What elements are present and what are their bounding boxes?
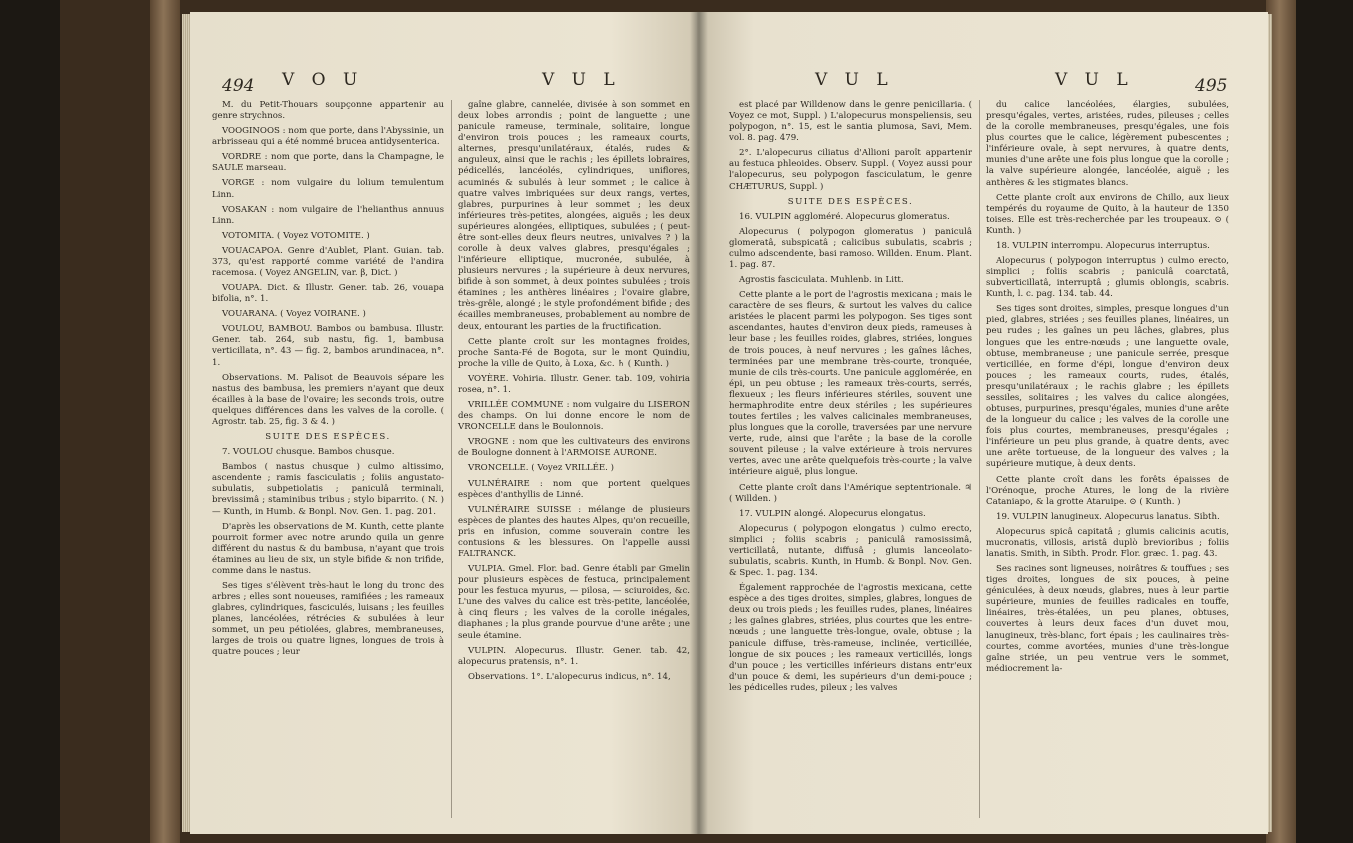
- column-2: [986, 100, 1229, 698]
- right-page: [697, 12, 1268, 834]
- book-gutter: [690, 12, 708, 834]
- paragraph: VOUACAPOA. Genre d'Aublet, Plant. Guian. tab. 373, qu'est rapporté comme variété de l'andira racemosa. ( Voyez ANGELIN, var. β, Dict. ): [212, 245, 444, 279]
- paragraph: Alopecurus ( polypogon interruptus ) culmo erecto, simplici ; foliis scabris ; paniculâ coarctatâ, subverticillatâ, interruptâ ; glumis oblongis, scabris. Kunth, l. c. pag. 134. tab. 44.: [986, 256, 1229, 300]
- paragraph: 16. VULPIN aggloméré. Alopecurus glomeratus.: [739, 211, 950, 222]
- paragraph: VULNÉRAIRE : nom que portent quelques espèces d'anthyllis de Linné.: [458, 478, 690, 500]
- paragraph: Ses tiges sont droites, simples, presque longues d'un pied, glabres, striées ; ses feuilles planes, linéaires, un peu rudes ; les gaînes un peu lâches, glabres, plus longues que les entre-nœuds ; une languette ovale, obtuse, membraneuse ; une panicule serrée, presque verticillée, en forme d'épi, longue d'environ deux pouces ; les rameaux courts, rudes, étalés, presqu'unilatéraux ; le rachis glabre ; les épillets sessiles, solitaires ; les valves du calice alongées, obtuses, purpurines, presqu'égales, munies d'une arête de la longueur du calice ; les valves de la corolle une fois plus courtes, membraneuses, presqu'égales ; l'inférieure un peu plus grande, à quatre dents, avec une arête tortueuse, de la longueur des valves ; la supérieure mutique, à deux dents.: [986, 304, 1229, 470]
- paragraph: VORGE : nom vulgaire du lolium temulentum Linn.: [212, 178, 444, 200]
- paragraph: du calice lancéolées, élargies, subulées, presqu'égales, vertes, aristées, rudes, pileuses ; celles de la corolle membraneuses, presqu'égales, une fois plus courtes que le calice, légèrement pubescentes ; l'inférieure ovale, à sept nervures, à quatre dents, munies d'une arête une fois plus longue que la corolle ; la valve supérieure alongée, lancéolée, aiguë ; les anthères & les stigmates blancs.: [986, 100, 1229, 188]
- paragraph: 7. VOULOU chusque. Bambos chusque.: [222, 447, 395, 458]
- section-heading: SUITE DES ESPÈCES.: [787, 196, 914, 207]
- left-page: [190, 12, 703, 834]
- paragraph: Cette plante croît dans l'Amérique septentrionale. ♃ ( Willden. ): [729, 482, 972, 504]
- paragraph: Observations. 1°. L'alopecurus indicus, n°. 14,: [468, 671, 671, 682]
- paragraph: Alopecurus ( polypogon elongatus ) culmo erecto, simplici ; foliis scabris ; paniculâ ramosissimâ, verticillatâ, nutante, diffusâ ; glumis lanceolato-subulatis, scabris. Kunth, in Humb. & Bonpl. Nov. Gen. & Spec. 1. pag. 134.: [729, 523, 972, 579]
- column-1: [212, 100, 444, 687]
- paragraph: VOULOU, BAMBOU. Bambos ou bambusa. Illustr. Gener. tab. 264, sub nastu, fig. 1, bambusa verticillata, n°. 43 — fig. 2, bambos arundinacea, n°. 1.: [212, 324, 444, 368]
- paragraph: 17. VULPIN alongé. Alopecurus elongatus.: [739, 508, 926, 519]
- paragraph: M. du Petit-Thouars soupçonne appartenir au genre strychnos.: [212, 100, 444, 122]
- section-heading: SUITE DES ESPÈCES.: [265, 432, 391, 443]
- paragraph: Ses racines sont ligneuses, noirâtres & touffues ; ses tiges droites, longues de six pouces, à peine géniculées, à deux nœuds, glabres, nues à leur partie supérieure, munies de feuilles radicales en touffe, linéaires, très-étalées, un peu planes, obtuses, couvertes à leurs deux faces d'un duvet mou, lanugineux, très-blanc, fort épais ; les caulinaires très-courtes, comme avortées, munies d'une très-longue gaîne striée, un peu ventrue vers le sommet, médiocrement la-: [986, 564, 1229, 674]
- paragraph: gaîne glabre, cannelée, divisée à son sommet en deux lobes arrondis ; point de languette ; une panicule rameuse, terminale, solitaire, longue d'environ trois pouces ; les rameaux courts, alternes, presqu'unilatéraux, étalés, rudes & anguleux, ainsi que le rachis ; les épillets lobraires, pédicellés, lancéolés, cylindriques, uniflores, acuminés & subulés à leur sommet ; le calice à quatre valves imbriquées sur deux rangs, vertes, glabres, purpurines à leur sommet ; les deux inférieures très-petites, alongées, aiguës ; les deux supérieures alongées, elliptiques, subulées ; ( peut-être sont-elles deux fleurs neutres, univalves ? ) la corolle à deux valves glabres, presqu'égales ; l'inférieure elliptique, mucronée, subulée, à plusieurs nervures ; la supérieure à deux nervures, bifide à son sommet, à deux pointes subulées ; trois étamines ; les anthères linéaires ; l'ovaire glabre, très-grêle, alongé ; le style profondément bifide ; des écailles membraneuses, probablement au nombre de deux, entourant les parties de la fructification.: [458, 100, 690, 332]
- running-header-right: V U L: [1055, 70, 1134, 90]
- paragraph: VOTOMITA. ( Voyez VOTOMITE. ): [222, 230, 370, 241]
- paragraph: Ses tiges s'élèvent très-haut le long du tronc des arbres ; elles sont noueuses, ramifiées ; les rameaux glabres, cylindriques, fasciculés, luisans ; les feuilles planes, lancéolées, rétrécies & subulées à leur sommet, un peu pétiolées, glabres, membraneuses, larges de trois ou quatre lignes, longues de trois à quatre pouces ; leur: [212, 580, 444, 658]
- paragraph: Cette plante a le port de l'agrostis mexicana ; mais le caractère de ses fleurs, & surtout les valves du calice aristées le placent parmi les polypogon. Ses tiges sont ascendantes, hautes d'environ deux pieds, rameuses à leur base ; les feuilles roides, glabres, striées, longues de trois pouces, à neuf nervures ; les gaînes lâches, terminées par une membrane très-courte, tronquée, munie de cils très-courts. Une panicule agglomérée, en épi, un peu obtuse ; les rameaux très-courts, serrés, flexueux ; les fleurs inférieures stériles, souvent une hermaphrodite entre deux stériles ; les supérieures toutes fertiles ; les valves calicinales membraneuses, plus longues que la corolle, traversées par une nervure verte, rude, ainsi que l'arête ; la base de la corolle souvent pileuse ; la valve extérieure à trois nervures vertes, avec une arête quelquefois très-courte ; la valve intérieure aiguë, plus longue.: [729, 290, 972, 478]
- paragraph: Également rapprochée de l'agrostis mexicana, cette espèce a des tiges droites, simples, glabres, longues de deux ou trois pieds ; les feuilles rudes, planes, linéaires ; les gaînes glabres, striées, plus courtes que les entre-nœuds ; une languette très-longue, ovale, obtuse ; la panicule diffuse, très-rameuse, inclinée, verticillée, longue de six pouces ; les rameaux verticillés, longs d'un pouce ; les verticilles inférieurs distans entr'eux d'un pouce & demi, les supérieurs d'un demi-pouce ; les pédicelles rudes, pileux ; les valves: [729, 583, 972, 693]
- paragraph: VORDRE : nom que porte, dans la Champagne, le SAULE marseau.: [212, 152, 444, 174]
- paragraph: VROGNE : nom que les cultivateurs des environs de Boulogne donnent à l'ARMOISE AURONE.: [458, 437, 690, 459]
- running-header-right: V U L: [542, 70, 621, 90]
- paragraph: D'après les observations de M. Kunth, cette plante pourroit former avec notre arundo quila un genre différent du nastus & du bambusa, n'ayant que trois étamines au lieu de six, un style bifide & non trifide, comme dans le nastus.: [212, 521, 444, 576]
- page-number: 495: [1195, 76, 1228, 96]
- paragraph: VOUAPA. Dict. & Illustr. Gener. tab. 26, vouapa bifolia, n°. 1.: [212, 283, 444, 305]
- paragraph: Alopecurus ( polypogon glomeratus ) paniculâ glomeratâ, subspicatâ ; calicibus subulatis, scabris ; culmo adscendente, basi ramoso. Willden. Enum. Plant. 1. pag. 87.: [729, 226, 972, 271]
- paragraph: VULNÉRAIRE SUISSE : mélange de plusieurs espèces de plantes des hautes Alpes, qu'on recueille, pris en infusion, comme souverain contre les contusions & les blessures. On l'appelle aussi FALTRANCK.: [458, 504, 690, 559]
- paragraph: Cette plante croît dans les forêts épaisses de l'Orénoque, proche Atures, le long de la rivière Cataniapo, & la grotte Ataruipe. ⊙ ( Kunth. ): [986, 474, 1229, 507]
- paragraph: Bambos ( nastus chusque ) culmo altissimo, ascendente ; ramis fasciculatis ; foliis angustato-subulatis, subpetiolatis ; paniculâ terminali, brevissimâ ; staminibus tribus ; stylo biparrito. ( N. ) — Kunth, in Humb. & Bonpl. Nov. Gen. 1. pag. 201.: [212, 462, 444, 517]
- column-rule: [451, 100, 452, 818]
- left-cover-edge: [150, 0, 180, 843]
- paragraph: VULPIN. Alopecurus. Illustr. Gener. tab. 42, alopecurus pratensis, n°. 1.: [458, 645, 690, 667]
- paragraph: Alopecurus spicâ capitatâ ; glumis calicinis acutis, mucronatis, villosis, aristâ duplò brevioribus ; foliis lanatis. Smith, in Sibth. Prodr. Flor. græc. 1. pag. 43.: [986, 526, 1229, 559]
- paragraph: 18. VULPIN interrompu. Alopecurus interruptus.: [996, 240, 1210, 251]
- running-header-left: V U L: [815, 70, 894, 90]
- paragraph: VOUARANA. ( Voyez VOIRANE. ): [222, 309, 366, 320]
- paragraph: Agrostis fasciculata. Muhlenb. in Litt.: [739, 275, 904, 286]
- running-header-left: V O U: [282, 70, 364, 90]
- paragraph: Cette plante croît sur les montagnes froides, proche Santa-Fé de Bogota, sur le mont Quindiu, proche la ville de Quito, à Loxa, &c. ♄ ( Kunth. ): [458, 336, 690, 369]
- paragraph: Cette plante croît aux environs de Chillo, aux lieux tempérés du royaume de Quito, à la hauteur de 1350 toises. Elle est très-recherchée par les troupeaux. ⊙ ( Kunth. ): [986, 192, 1229, 236]
- paragraph: 2°. L'alopecurus ciliatus d'Allioni paroît appartenir au festuca phleoides. Observ. Suppl. ( Voyez aussi pour l'alopecurus, seu polypogon fasciculatum, le genre CHÆTURUS, Suppl. ): [729, 148, 972, 192]
- paragraph: VRILLÉE COMMUNE : nom vulgaire du LISERON des champs. On lui donne encore le nom de VRONCELLE dans le Boulonnois.: [458, 400, 690, 433]
- column-2: [458, 100, 690, 687]
- page-number: 494: [222, 76, 255, 96]
- paragraph: est placé par Willdenow dans le genre penicillaria. ( Voyez ce mot, Suppl. ) L'alopecurus monspeliensis, seu polypogon, n°. 15, est le santia plumosa, Savi, Mem. vol. 8. pag. 479.: [729, 100, 972, 144]
- paragraph: VOSAKAN : nom vulgaire de l'helianthus annuus Linn.: [212, 204, 444, 226]
- paragraph: 19. VULPIN lanugineux. Alopecurus lanatus. Sibth.: [996, 511, 1220, 522]
- paragraph: VOYÈRE. Vohiria. Illustr. Gener. tab. 109, vohiria rosea, n°. 1.: [458, 373, 690, 395]
- paragraph: Observations. M. Palisot de Beauvois sépare les nastus des bambusa, les premiers n'ayant que deux écailles à la base de l'ovaire; les seconds trois, outre quelques différences dans les valves de la corolle. ( Agrostr. tab. 25, fig. 3 & 4. ): [212, 372, 444, 427]
- column-1: [729, 100, 972, 698]
- paragraph: VRONCELLE. ( Voyez VRILLÉE. ): [468, 463, 614, 474]
- paragraph: VOOGINOOS : nom que porte, dans l'Abyssinie, un arbrisseau qui a été nommé brucea antidysenterica.: [212, 126, 444, 148]
- column-rule: [979, 100, 980, 818]
- paragraph: VULPIA. Gmel. Flor. bad. Genre établi par Gmelin pour plusieurs espèces de festuca, principalement pour les festuca myurus, — pilosa, — sciuroides, &c. L'une des valves du calice est très-petite, lancéolée, à cinq fleurs ; les valves de la corolle inégales, diaphanes ; la plus grande pourvue d'une arête ; une seule étamine.: [458, 564, 690, 641]
